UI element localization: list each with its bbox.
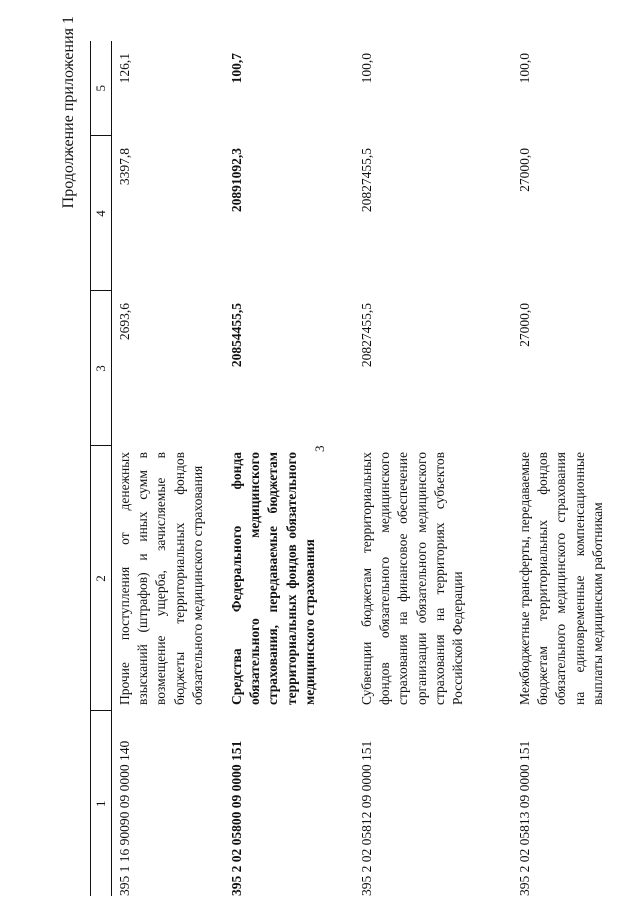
page-number: 3 xyxy=(312,445,327,452)
header-row xyxy=(91,41,112,896)
rotated-page-content xyxy=(60,16,630,896)
value-col-4: 20891092,3 xyxy=(229,148,244,213)
header-col-5: 5 xyxy=(91,41,112,136)
value-col-3: 2693,6 xyxy=(117,303,132,341)
income-name: Прочие поступления от денежных взысканий (штрафов) и иных сумм в возмещение ущерба, зачисляемые в бюджеты территориальных фондов обязательного медицинского страхования xyxy=(117,452,205,705)
value-col-5: 126,1 xyxy=(117,53,132,84)
value-col-3: 27000,0 xyxy=(517,303,532,347)
table-row xyxy=(224,41,354,896)
header-col-1: 1 xyxy=(91,711,112,896)
header-col-4: 4 xyxy=(91,136,112,291)
value-col-5: 100,0 xyxy=(359,53,374,84)
table-row xyxy=(354,41,512,896)
income-name: Субвенции бюджетам территориальных фондов обязательного медицинского страхования на финансовое обеспечение организации обязательного медицинского страхования на территориях субъектов Российской Федерации xyxy=(359,452,466,705)
income-name: Межбюджетные трансферты, передаваемые бюджетам территориальных фондов обязательного медицинского страхования на единовременные компенсационные выплаты медицинским работникам xyxy=(517,452,605,705)
value-col-3: 20854455,5 xyxy=(229,303,244,368)
header-col-3: 3 xyxy=(91,291,112,446)
table-row xyxy=(512,41,620,896)
value-col-4: 3397,8 xyxy=(117,148,132,186)
income-name: Средства Федерального фонда обязательного медицинского страхования, передаваемые бюджетам территориальных фондов обязательного медицинского страхования xyxy=(229,452,317,705)
budget-code: 395 2 02 05800 09 0000 151 xyxy=(229,740,244,896)
value-col-5: 100,7 xyxy=(229,53,244,84)
budget-code: 395 2 02 05812 09 0000 151 xyxy=(359,740,374,896)
header-col-2: 2 xyxy=(91,446,112,711)
appendix-caption: Продолжение приложения 1 xyxy=(60,16,77,209)
budget-table xyxy=(90,41,620,896)
value-col-4: 27000,0 xyxy=(517,148,532,192)
table-row xyxy=(112,41,225,896)
value-col-4: 20827455,5 xyxy=(359,148,374,213)
value-col-3: 20827455,5 xyxy=(359,303,374,368)
budget-code: 395 1 16 90090 09 0000 140 xyxy=(117,740,132,896)
value-col-5: 100,0 xyxy=(517,53,532,84)
budget-code: 395 2 02 05813 09 0000 151 xyxy=(517,740,532,896)
